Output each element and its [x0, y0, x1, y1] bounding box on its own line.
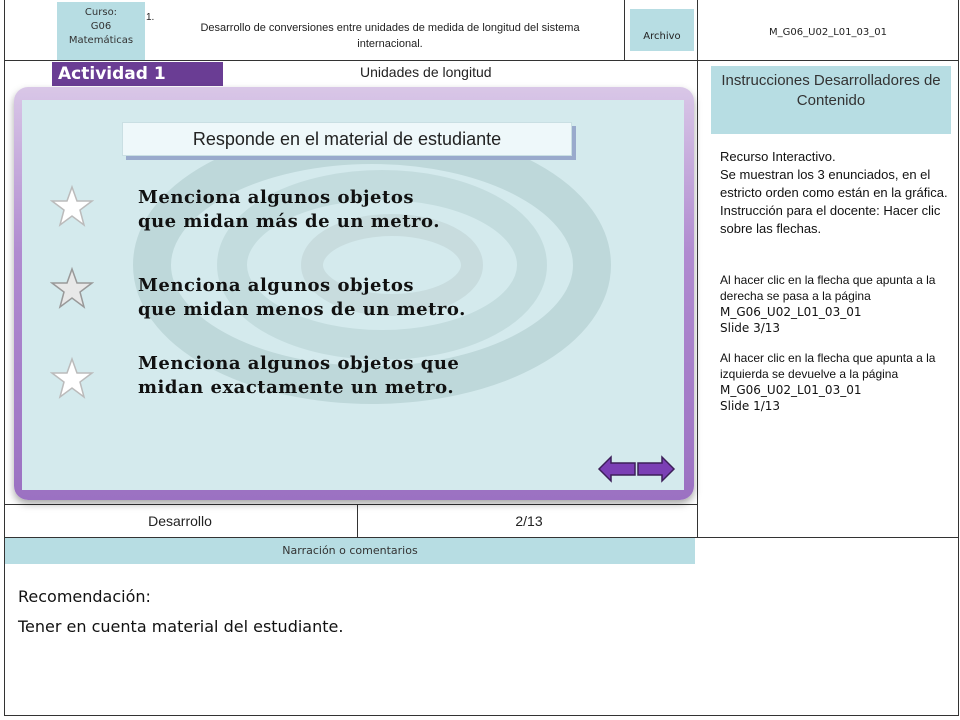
recommendation [18, 582, 343, 642]
left-arrow-instruction: Al hacer clic en la flecha que apunta a la izquierda se devuelve a la página [720, 351, 936, 381]
file-code: M_G06_U02_L01_03_01 [769, 27, 887, 38]
recommendation-title: Recomendación: [18, 587, 151, 606]
slide-info-divider-mid [357, 504, 358, 538]
left-arrow-slide: Slide 1/13 [720, 399, 781, 413]
star-icon[interactable] [50, 266, 94, 310]
slide-banner: Responde en el material de estudiante [122, 122, 572, 156]
instructions-line-3: Instrucción para el docente: Hacer clic sobre las flechas. [720, 203, 941, 236]
statement-2 [138, 274, 466, 322]
course-subject: Matemáticas [68, 35, 134, 46]
page-number: 2/13 [515, 513, 543, 529]
narration-header: Narración o comentarios [5, 538, 695, 564]
course-label: Curso: [84, 7, 118, 18]
file-label: Archivo [630, 9, 694, 51]
instructions-arrows [720, 272, 952, 414]
outer-border-bottom [4, 715, 959, 716]
statement-2-line-2: que midan menos de un metro. [138, 299, 466, 320]
slide-info-divider-top [4, 504, 698, 505]
arrow-right-icon[interactable] [636, 455, 676, 483]
header-number: 1. [146, 12, 155, 23]
left-arrow-code: M_G06_U02_L01_03_01 [720, 383, 862, 397]
outer-border-left [4, 0, 5, 716]
statement-3-line-1: Menciona algunos objetos que [138, 353, 460, 374]
instructions-line-2: Se muestran los 3 enunciados, en el estricto orden como están en la gráfica. [720, 167, 948, 200]
right-arrow-code: M_G06_U02_L01_03_01 [720, 305, 862, 319]
course-badge [57, 2, 145, 60]
activity-topic: Unidades de longitud [360, 64, 492, 80]
instructions-line-1: Recurso Interactivo. [720, 149, 836, 164]
main-col-divider [697, 60, 698, 538]
activity-badge: Actividad 1 [52, 62, 223, 86]
course-grade: G06 [90, 21, 112, 32]
statement-1-line-2: que midan más de un metro. [138, 211, 440, 232]
header-col-divider-1 [624, 0, 625, 60]
outer-border-right [958, 0, 959, 716]
statement-3 [138, 352, 459, 400]
section-label: Desarrollo [148, 513, 212, 529]
statement-3-line-2: midan exactamente un metro. [138, 377, 455, 398]
statement-1 [138, 186, 440, 234]
star-icon[interactable] [50, 184, 94, 228]
instructions-title: Instrucciones Desarrolladores de Contenido [711, 66, 951, 134]
right-arrow-slide: Slide 3/13 [720, 321, 781, 335]
slide-canvas [22, 100, 684, 490]
right-arrow-instruction: Al hacer clic en la flecha que apunta a la derecha se pasa a la página [720, 273, 936, 303]
recommendation-text: Tener en cuenta material del estudiante. [18, 617, 344, 636]
header-description: Desarrollo de conversiones entre unidades de medida de longitud del sistema internacional. [200, 22, 580, 50]
arrow-left-icon[interactable] [597, 455, 637, 483]
header-divider [4, 60, 959, 61]
instructions-main [720, 148, 952, 238]
star-icon[interactable] [50, 356, 94, 400]
statement-2-line-1: Menciona algunos objetos [138, 275, 414, 296]
statement-1-line-1: Menciona algunos objetos [138, 187, 414, 208]
